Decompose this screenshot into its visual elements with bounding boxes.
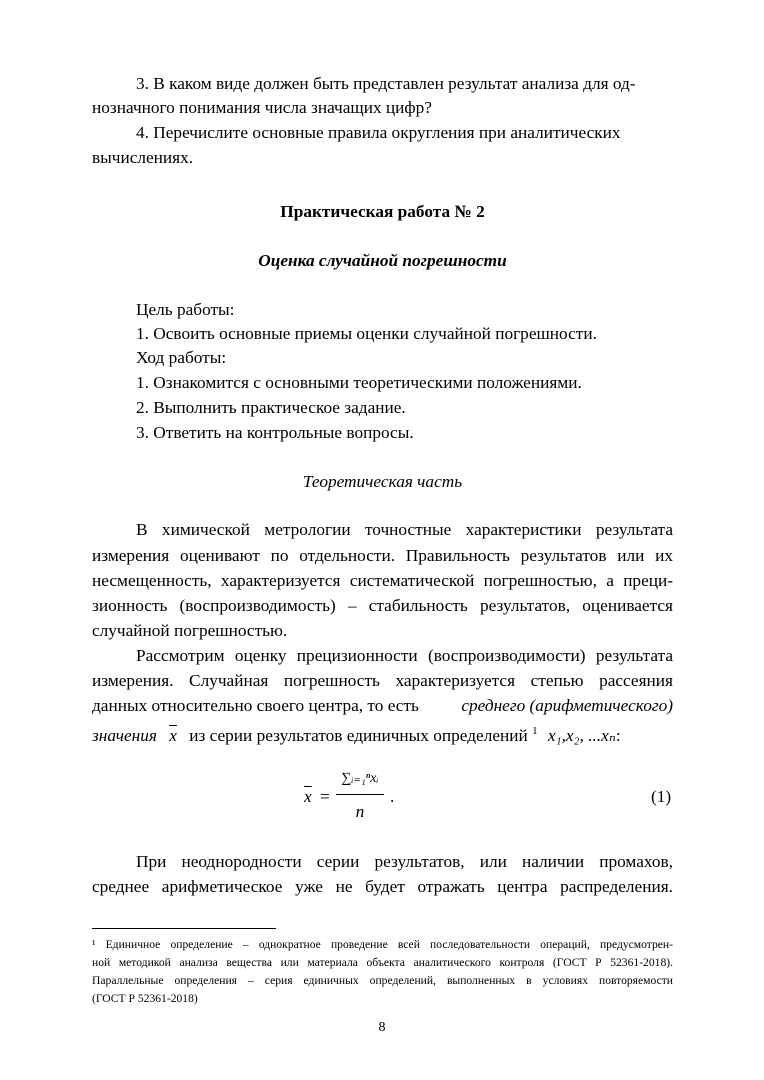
formula-lhs: $\overline{x}$ xyxy=(304,787,312,806)
theory-p1-line-3: несмещенность, характеризуется систематической погрешностью, а преци- xyxy=(92,571,673,590)
question-3-line-2: нозначного понимания числа значащих цифр? xyxy=(92,98,432,117)
mean-formula xyxy=(300,767,460,823)
closing-line-2: среднее арифметическое уже не будет отражать центра распределения. xyxy=(92,877,673,896)
series-text: из серии результатов единичных определений xyxy=(189,726,528,745)
page-number: 8 xyxy=(378,1020,386,1035)
formula-denominator: n xyxy=(355,802,365,821)
theory-p1-line-4: зионность (воспроизводимость) – стабильность результатов, оценивается xyxy=(92,596,673,615)
question-4-line-1: 4. Перечислите основные правила округления при аналитических xyxy=(136,123,621,142)
mean-symbol: $\overline{x}$ xyxy=(169,726,177,745)
question-4-line-2: вычислениях. xyxy=(92,148,194,167)
footnote-line-4: (ГОСТ Р 52361-2018) xyxy=(92,992,198,1005)
step-2: 2. Выполнить практическое задание. xyxy=(136,398,406,417)
practical-work-subtitle: Оценка случайной погрешности xyxy=(258,251,507,270)
goal-label: Цель работы: xyxy=(136,300,235,319)
formula-numerator: ∑ᵢ₌₁ⁿxᵢ xyxy=(341,771,379,786)
theory-p1-line-1: В химической метрологии точностные характеристики результата xyxy=(136,520,673,539)
footnote-line-2: ной методикой анализа вещества или материала объекта аналитического контроля (ГОСТ Р 52361-2018). xyxy=(92,956,673,969)
theory-p2-line-3-italic: среднего (арифметического) xyxy=(461,696,673,715)
formula-dot: . xyxy=(390,787,395,806)
theory-p2-line-3 xyxy=(92,694,673,718)
equation-number: (1) xyxy=(651,787,672,806)
footnote-rule xyxy=(92,928,276,929)
footnote-ref: 1 xyxy=(532,725,538,737)
theory-p2-line-2: измерения. Случайная погрешность характеризуется степью рассеяния xyxy=(92,671,673,690)
practical-work-title: Практическая работа № 2 xyxy=(280,202,485,221)
theory-p1-line-2: измерения оценивают по отдельности. Правильность результатов или их xyxy=(92,546,673,565)
goal-item: 1. Освоить основные приемы оценки случайной погрешности. xyxy=(136,324,597,343)
closing-line-1: При неоднородности серии результатов, или наличии промахов, xyxy=(136,852,673,871)
theory-p2-line-3-text: данных относительно своего центра, то есть xyxy=(92,696,424,715)
progress-label: Ход работы: xyxy=(136,348,227,367)
step-3: 3. Ответить на контрольные вопросы. xyxy=(136,423,414,442)
theory-p1-line-5: случайной погрешностью. xyxy=(92,621,288,640)
step-1: 1. Ознакомится с основными теоретическими положениями. xyxy=(136,373,582,392)
series-variables: x₁,x₂, ...xₙ xyxy=(547,726,616,745)
formula-equals: = xyxy=(320,787,330,806)
theory-p2-line-4 xyxy=(92,719,673,748)
mean-value-term: значения xyxy=(92,726,157,745)
theory-section-title: Теоретическая часть xyxy=(302,472,463,491)
colon: : xyxy=(615,726,621,745)
footnote-line-1: ¹ Единичное определение – однократное проведение всей последовательности операций, предусмотрен- xyxy=(92,938,673,951)
question-3-line-1: 3. В каком виде должен быть представлен результат анализа для од- xyxy=(136,74,636,93)
footnote-line-3: Параллельные определения – серия единичных определений, выполненных в условиях повторяемости xyxy=(92,974,673,987)
theory-p2-line-1: Рассмотрим оценку прецизионности (воспроизводимости) результата xyxy=(136,646,673,665)
formula-fraction-bar xyxy=(336,794,384,795)
